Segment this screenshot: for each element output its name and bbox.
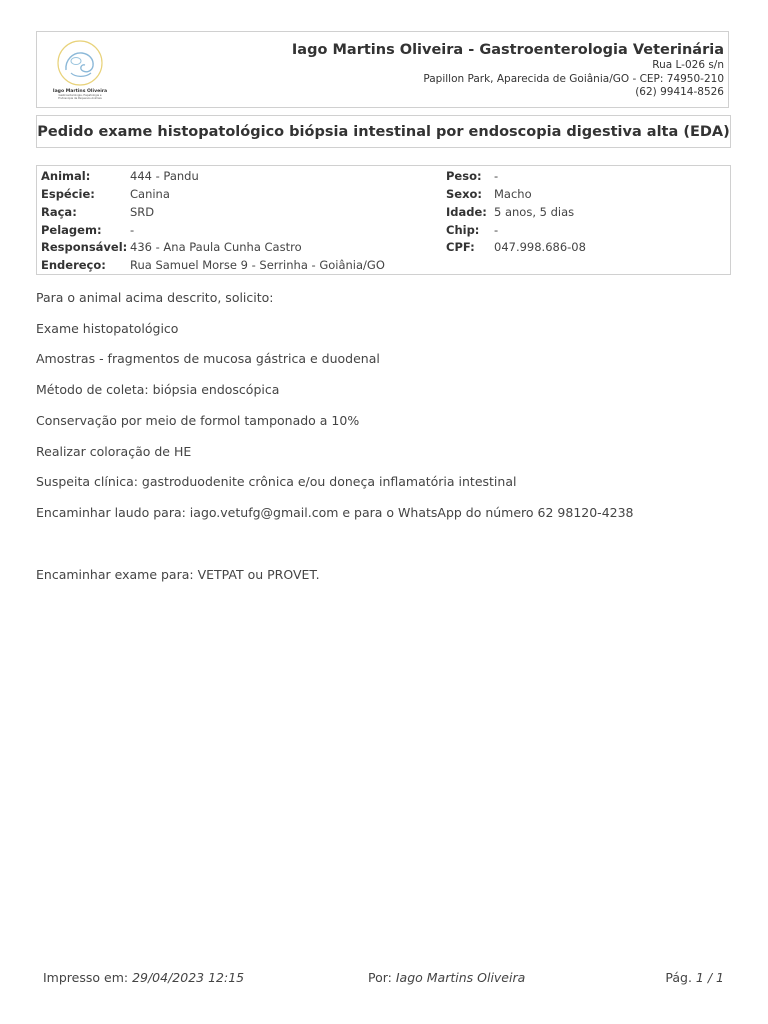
logo-subtitle-text: Gastroenterologia, Hepatologia e — [58, 94, 102, 97]
request-line-method: Método de coleta: biópsia endoscópica — [36, 382, 280, 397]
request-line-samples: Amostras - fragmentos de mucosa gástrica e duodenal — [36, 351, 380, 366]
clinic-phone: (62) 99414-8526 — [635, 86, 724, 98]
patient-responsavel-row — [41, 240, 127, 254]
patient-cpf-row — [446, 240, 475, 254]
cpf-label: CPF: — [446, 240, 475, 254]
patient-peso-row — [446, 169, 482, 183]
pelagem-value: - — [130, 223, 135, 237]
footer-page-value: 1 / 1 — [695, 970, 724, 985]
request-intro: Para o animal acima descrito, solicito: — [36, 290, 274, 305]
footer-page — [665, 970, 724, 986]
clinic-header — [36, 31, 729, 108]
animal-label: Animal: — [41, 169, 91, 183]
clinic-logo — [51, 40, 109, 100]
patient-raca-row — [41, 205, 77, 219]
sexo-value: Macho — [494, 187, 532, 201]
responsavel-value: 436 - Ana Paula Cunha Castro — [130, 240, 302, 254]
especie-label: Espécie: — [41, 187, 95, 201]
document-title-box — [36, 115, 731, 148]
footer-page-label: Pág. — [665, 970, 692, 985]
idade-label: Idade: — [446, 205, 487, 219]
endereco-value-cell — [130, 258, 385, 272]
footer-author — [368, 970, 525, 986]
request-line-exam: Exame histopatológico — [36, 321, 179, 336]
sexo-label: Sexo: — [446, 187, 482, 201]
patient-info-box — [36, 165, 731, 275]
cpf-value-cell — [494, 240, 586, 254]
pelagem-value-cell — [130, 223, 134, 237]
patient-endereco-row — [41, 258, 106, 272]
especie-value-cell — [130, 187, 170, 201]
clinic-address-city: Papillon Park, Aparecida de Goiânia/GO - CEP: 74950-210 — [423, 72, 724, 85]
peso-label: Peso: — [446, 169, 482, 183]
clinic-info — [292, 41, 724, 100]
clinic-address-street: Rua L-026 s/n — [652, 59, 724, 71]
clinic-logo-icon — [51, 40, 109, 100]
chip-value: - — [494, 223, 499, 237]
request-line-staining: Realizar coloração de HE — [36, 444, 192, 459]
animal-value-cell — [130, 169, 199, 183]
especie-value: Canina — [130, 187, 170, 201]
request-line-conservation: Conservação por meio de formol tamponado a 10% — [36, 413, 360, 428]
patient-especie-row — [41, 187, 95, 201]
request-line-report: Encaminhar laudo para: iago.vetufg@gmail.com e para o WhatsApp do número 62 98120-4238 — [36, 505, 634, 520]
endereco-value: Rua Samuel Morse 9 - Serrinha - Goiânia/GO — [130, 258, 385, 272]
responsavel-value-cell — [130, 240, 302, 254]
footer-printed-label: Impresso em: — [43, 970, 129, 985]
footer-author-value: Iago Martins Oliveira — [395, 970, 526, 985]
endereco-label: Endereço: — [41, 258, 106, 272]
peso-value: - — [494, 169, 499, 183]
raca-value-cell — [130, 205, 154, 219]
raca-value: SRD — [130, 205, 155, 219]
sexo-value-cell — [494, 187, 532, 201]
idade-value-cell — [494, 205, 574, 219]
request-line-suspicion: Suspeita clínica: gastroduodenite crônica e/ou doneça inflamatória intestinal — [36, 474, 517, 489]
clinic-name: Iago Martins Oliveira - Gastroenterologia Veterinária — [291, 42, 724, 58]
footer-printed-value: 29/04/2023 12:15 — [132, 970, 245, 985]
patient-animal-row — [41, 169, 90, 183]
pelagem-label: Pelagem: — [41, 223, 102, 237]
animal-value: 444 - Pandu — [130, 169, 199, 183]
patient-idade-row — [446, 205, 487, 219]
footer-author-label: Por: — [368, 970, 392, 985]
peso-value-cell — [494, 169, 498, 183]
logo-name-text: Iago Martins Oliveira — [52, 89, 108, 94]
cpf-value: 047.998.686-08 — [494, 240, 586, 254]
patient-sexo-row — [446, 187, 482, 201]
document-title: Pedido exame histopatológico biópsia intestinal por endoscopia digestiva alta (EDA) — [37, 123, 730, 140]
logo-subtitle-text-2: Endoscopia de Pequenos Animais — [58, 97, 102, 100]
patient-pelagem-row — [41, 223, 102, 237]
chip-value-cell — [494, 223, 498, 237]
raca-label: Raça: — [41, 205, 77, 219]
footer-printed — [43, 970, 244, 986]
idade-value: 5 anos, 5 dias — [494, 205, 575, 219]
responsavel-label: Responsável: — [41, 240, 128, 254]
request-line-forward: Encaminhar exame para: VETPAT ou PROVET. — [36, 567, 320, 582]
chip-label: Chip: — [446, 223, 480, 237]
patient-chip-row — [446, 223, 479, 237]
